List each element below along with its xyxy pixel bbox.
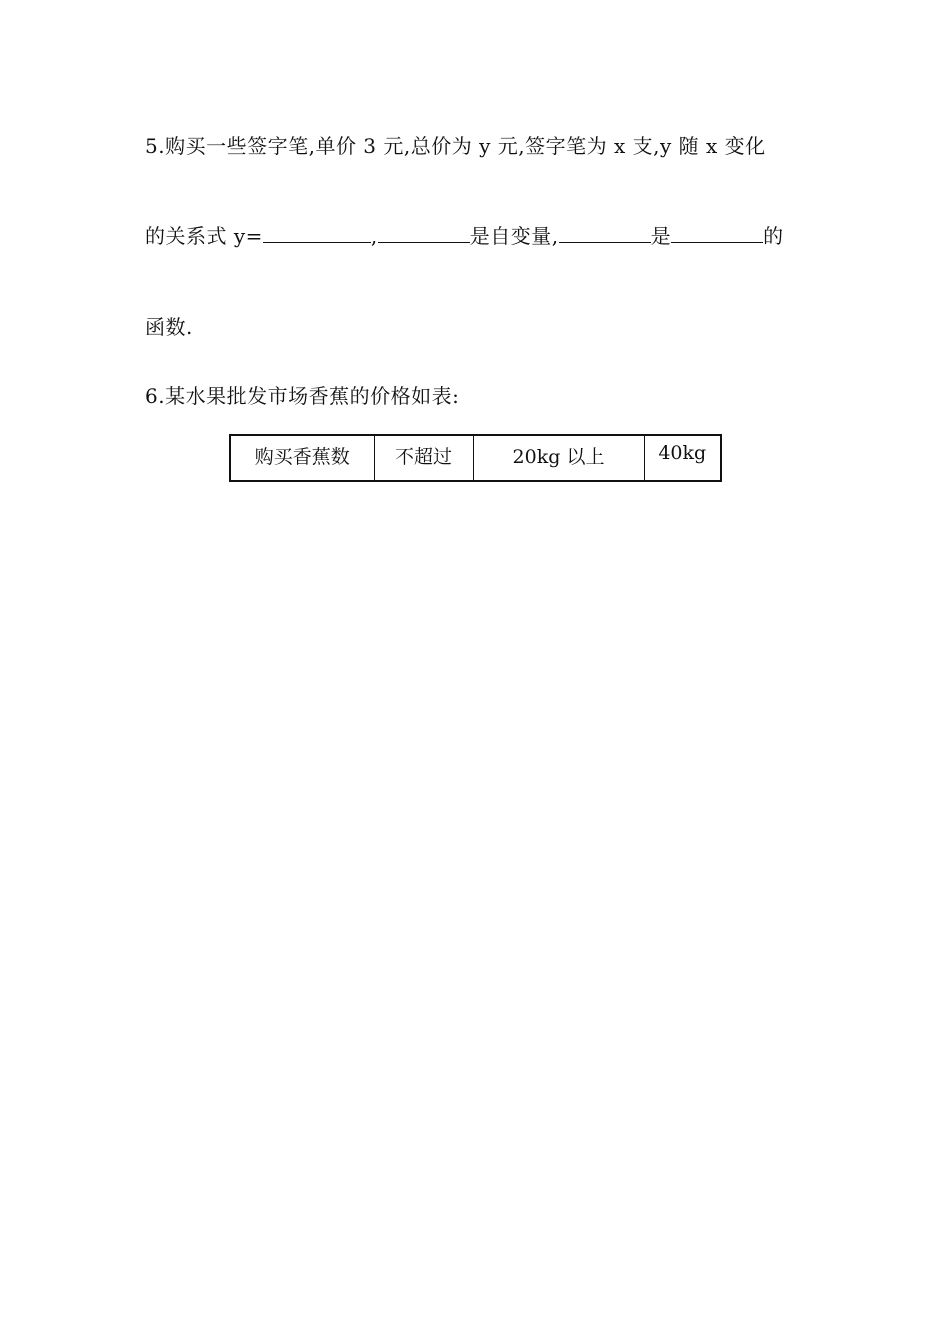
- q5-text-function: 函数.: [145, 315, 193, 339]
- q5-text-of: 的: [763, 224, 784, 248]
- q5-line-1: [145, 130, 766, 159]
- q6-title: [145, 380, 459, 409]
- q6-title-text: 6.某水果批发市场香蕉的价格如表:: [145, 384, 460, 408]
- answer-blank-dependent-variable[interactable]: [559, 222, 651, 243]
- q5-comma: ,: [370, 224, 378, 248]
- q5-text-is: 是: [650, 224, 672, 248]
- answer-blank-function-of[interactable]: [671, 222, 763, 243]
- q5-line-2: [145, 220, 784, 249]
- table-cell: 不超过: [374, 435, 473, 481]
- q5-text-relation: 的关系式 y=: [145, 224, 263, 248]
- table-cell: 20kg 以上: [473, 435, 644, 481]
- table-row: [230, 435, 721, 481]
- answer-blank-expression[interactable]: [263, 222, 371, 243]
- table-cell: 40kg: [644, 435, 721, 481]
- q5-text-independent: 是自变量,: [469, 224, 559, 248]
- q5-text: 5.购买一些签字笔,单价 3 元,总价为 y 元,签字笔为 x 支,y 随 x 变化: [145, 134, 766, 158]
- q5-line-3: [145, 311, 193, 340]
- answer-blank-independent-variable[interactable]: [378, 222, 470, 243]
- banana-price-table: [229, 434, 722, 482]
- table-cell-header: 购买香蕉数: [230, 435, 374, 481]
